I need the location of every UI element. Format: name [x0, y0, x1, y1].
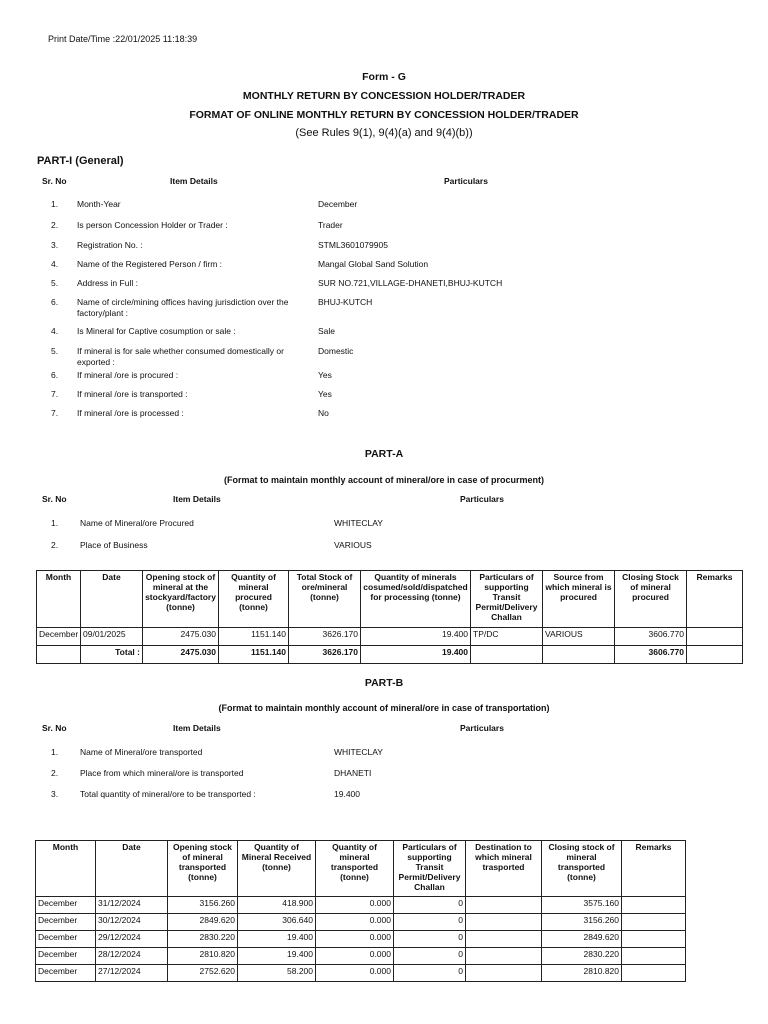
part1-sr: 4.	[51, 326, 59, 336]
partB-cell: December	[36, 897, 96, 914]
partB-col-header: Particulars of supporting Transit Permit/Delivery Challan	[394, 841, 466, 897]
partA-cell: VARIOUS	[543, 628, 615, 646]
print-date: Print Date/Time :22/01/2025 11:18:39	[48, 34, 198, 44]
partB-item: Total quantity of mineral/ore to be transported :	[80, 789, 256, 799]
form-rules: (See Rules 9(1), 9(4)(a) and 9(4)(b))	[295, 127, 473, 139]
part1-value: Yes	[318, 370, 332, 380]
partB-item: Place from which mineral/ore is transported	[80, 768, 244, 778]
part1-value: STML3601079905	[318, 240, 388, 250]
partA-total-empty	[543, 646, 615, 664]
partA-total-empty	[471, 646, 543, 664]
part1-sr: 7.	[51, 408, 59, 418]
partB-col-header: Quantity of mineral transported (tonne)	[316, 841, 394, 897]
part1-sr: 2.	[51, 220, 59, 230]
partB-col-header: Month	[36, 841, 96, 897]
part1-value: Mangal Global Sand Solution	[318, 259, 429, 269]
partB-cell: 3575.160	[542, 897, 622, 914]
partB-cell: 0	[394, 914, 466, 931]
partB-col-header: Destination to which mineral trasported	[466, 841, 542, 897]
part1-sr: 5.	[51, 346, 59, 356]
partB-cell	[466, 931, 542, 948]
partA-cell: 3606.770	[615, 628, 687, 646]
partB-cell: 0.000	[316, 948, 394, 965]
partA-total-empty	[37, 646, 81, 664]
part1-value: Trader	[318, 220, 343, 230]
partA-particulars-header: Particulars	[460, 494, 504, 504]
partA-col-header: Remarks	[687, 571, 743, 628]
partB-cell: 0	[394, 897, 466, 914]
partA-item-header: Item Details	[173, 494, 221, 504]
part1-sr: 5.	[51, 278, 59, 288]
partA-sr: 2.	[51, 540, 59, 550]
partB-cell: 2810.820	[542, 965, 622, 982]
partB-cell	[622, 965, 686, 982]
partA-col-header: Source from which mineral is procured	[543, 571, 615, 628]
partB-cell: 0.000	[316, 931, 394, 948]
partB-cell: 2830.220	[168, 931, 238, 948]
partA-col-header: Closing Stock of mineral procured	[615, 571, 687, 628]
partB-cell: 0	[394, 965, 466, 982]
partA-total-procured: 1151.140	[219, 646, 289, 664]
table-row	[37, 628, 743, 646]
partA-cell: 09/01/2025	[81, 628, 143, 646]
partB-particulars-header: Particulars	[460, 723, 504, 733]
form-heading-1: MONTHLY RETURN BY CONCESSION HOLDER/TRADER	[242, 90, 526, 102]
partB-sr: 3.	[51, 789, 59, 799]
part1-sr: 1.	[51, 199, 59, 209]
partB-col-header: Quantity of Mineral Received (tonne)	[238, 841, 316, 897]
part1-value: Sale	[318, 326, 336, 336]
partB-col-header: Opening stock of mineral transported (tonne)	[168, 841, 238, 897]
partA-col-header: Opening stock of mineral at the stockyard/factory (tonne)	[143, 571, 219, 628]
partB-sr: 1.	[51, 747, 59, 757]
part1-item: If mineral /ore is procured :	[77, 370, 179, 380]
part1-item: Registration No. :	[77, 240, 143, 250]
partB-value: 19.400	[334, 789, 360, 799]
partB-cell: 2752.620	[168, 965, 238, 982]
partB-cell: 28/12/2024	[96, 948, 168, 965]
part1-sr: 4.	[51, 259, 59, 269]
partA-col-header: Quantity of mineral procured (tonne)	[219, 571, 289, 628]
partA-cell: TP/DC	[471, 628, 543, 646]
partB-cell: 3156.260	[168, 897, 238, 914]
part1-value: December	[318, 199, 358, 209]
partB-cell: 27/12/2024	[96, 965, 168, 982]
part1-item: Name of the Registered Person / firm :	[77, 259, 223, 269]
part1-value: SUR NO.721,VILLAGE-DHANETI,BHUJ-KUTCH	[318, 278, 503, 288]
partB-cell: 2849.620	[542, 931, 622, 948]
partB-cell: December	[36, 948, 96, 965]
partB-cell: 58.200	[238, 965, 316, 982]
part1-sr: 6.	[51, 370, 59, 380]
part1-item: Name of circle/mining offices having jurisdiction over the factory/plant :	[77, 297, 289, 318]
partB-cell: 3156.260	[542, 914, 622, 931]
partA-col-header: Total Stock of ore/mineral (tonne)	[289, 571, 361, 628]
partB-cell: 0.000	[316, 914, 394, 931]
partA-cell: 2475.030	[143, 628, 219, 646]
partB-cell: 0.000	[316, 897, 394, 914]
partA-item: Place of Business	[80, 540, 148, 550]
form-heading-2: FORMAT OF ONLINE MONTHLY RETURN BY CONCESSION HOLDER/TRADER	[189, 109, 579, 121]
partA-subtitle: (Format to maintain monthly account of mineral/ore in case of procurment)	[223, 475, 545, 485]
partB-cell: 19.400	[238, 931, 316, 948]
part1-item: If mineral /ore is processed :	[77, 408, 184, 418]
part1-item: If mineral /ore is transported :	[77, 389, 188, 399]
partB-cell: 2810.820	[168, 948, 238, 965]
partB-cell: 19.400	[238, 948, 316, 965]
partA-table	[36, 570, 743, 664]
partB-value: WHITECLAY	[334, 747, 383, 757]
part1-value: No	[318, 408, 329, 418]
partA-cell	[687, 628, 743, 646]
partB-cell	[622, 948, 686, 965]
partB-col-header: Remarks	[622, 841, 686, 897]
partA-total-label: Total :	[81, 646, 143, 664]
partB-cell	[622, 897, 686, 914]
partA-value: WHITECLAY	[334, 518, 383, 528]
partB-cell: 31/12/2024	[96, 897, 168, 914]
partB-cell: 0.000	[316, 965, 394, 982]
partB-cell: December	[36, 965, 96, 982]
partA-cell: 3626.170	[289, 628, 361, 646]
table-row	[36, 948, 686, 965]
part1-sr: 6.	[51, 297, 59, 307]
partA-cell: December	[37, 628, 81, 646]
table-row	[36, 897, 686, 914]
partA-sr: 1.	[51, 518, 59, 528]
partB-cell: December	[36, 931, 96, 948]
part1-sr-header: Sr. No	[42, 176, 67, 186]
form-title: Form - G	[362, 71, 406, 83]
partB-item-header: Item Details	[173, 723, 221, 733]
part1-value: Yes	[318, 389, 332, 399]
partA-col-header: Date	[81, 571, 143, 628]
partA-col-header: Particulars of supporting Transit Permit/Delivery Challan	[471, 571, 543, 628]
partB-sr-header: Sr. No	[42, 723, 67, 733]
partB-cell	[622, 931, 686, 948]
part1-item: If mineral is for sale whether consumed domestically or exported :	[77, 346, 284, 367]
partB-cell: 30/12/2024	[96, 914, 168, 931]
partB-cell	[466, 914, 542, 931]
partA-title: PART-A	[364, 448, 404, 460]
part1-sr: 3.	[51, 240, 59, 250]
partB-item: Name of Mineral/ore transported	[80, 747, 203, 757]
partA-total-empty	[687, 646, 743, 664]
partB-cell: 29/12/2024	[96, 931, 168, 948]
partB-sr: 2.	[51, 768, 59, 778]
partB-cell	[466, 948, 542, 965]
partA-total-closing: 3606.770	[615, 646, 687, 664]
partB-table	[35, 840, 686, 982]
partA-total-consumed: 19.400	[361, 646, 471, 664]
partA-cell: 1151.140	[219, 628, 289, 646]
partB-col-header: Date	[96, 841, 168, 897]
partA-total-opening: 2475.030	[143, 646, 219, 664]
partB-col-header: Closing stock of mineral transported (tonne)	[542, 841, 622, 897]
partB-cell: 2849.620	[168, 914, 238, 931]
part1-item: Is person Concession Holder or Trader :	[77, 220, 228, 230]
partA-col-header: Month	[37, 571, 81, 628]
partB-cell: 418.900	[238, 897, 316, 914]
partA-total-stock: 3626.170	[289, 646, 361, 664]
part1-sr: 7.	[51, 389, 59, 399]
partB-cell	[466, 965, 542, 982]
partB-cell	[622, 914, 686, 931]
part1-item: Address in Full :	[77, 278, 138, 288]
partB-cell: December	[36, 914, 96, 931]
partB-title: PART-B	[364, 677, 404, 689]
part1-particulars-header: Particulars	[444, 176, 488, 186]
partB-cell	[466, 897, 542, 914]
table-row	[36, 965, 686, 982]
total-row	[37, 646, 743, 664]
partB-cell: 0	[394, 948, 466, 965]
part1-value: BHUJ-KUTCH	[318, 297, 373, 307]
partA-col-header: Quantity of minerals cosumed/sold/dispatched for processing (tonne)	[361, 571, 471, 628]
part1-item: Month-Year	[77, 199, 121, 209]
partA-sr-header: Sr. No	[42, 494, 67, 504]
part1-title: PART-I (General)	[37, 155, 124, 167]
partB-cell: 2830.220	[542, 948, 622, 965]
partB-subtitle: (Format to maintain monthly account of mineral/ore in case of transportation)	[218, 703, 550, 713]
part1-item-header: Item Details	[170, 176, 218, 186]
partB-cell: 306.640	[238, 914, 316, 931]
partA-cell: 19.400	[361, 628, 471, 646]
partB-cell: 0	[394, 931, 466, 948]
partA-item: Name of Mineral/ore Procured	[80, 518, 194, 528]
part1-item: Is Mineral for Captive cosumption or sale :	[77, 326, 236, 336]
table-row	[36, 931, 686, 948]
table-row	[36, 914, 686, 931]
partA-value: VARIOUS	[334, 540, 372, 550]
part1-value: Domestic	[318, 346, 354, 356]
partB-value: DHANETI	[334, 768, 372, 778]
